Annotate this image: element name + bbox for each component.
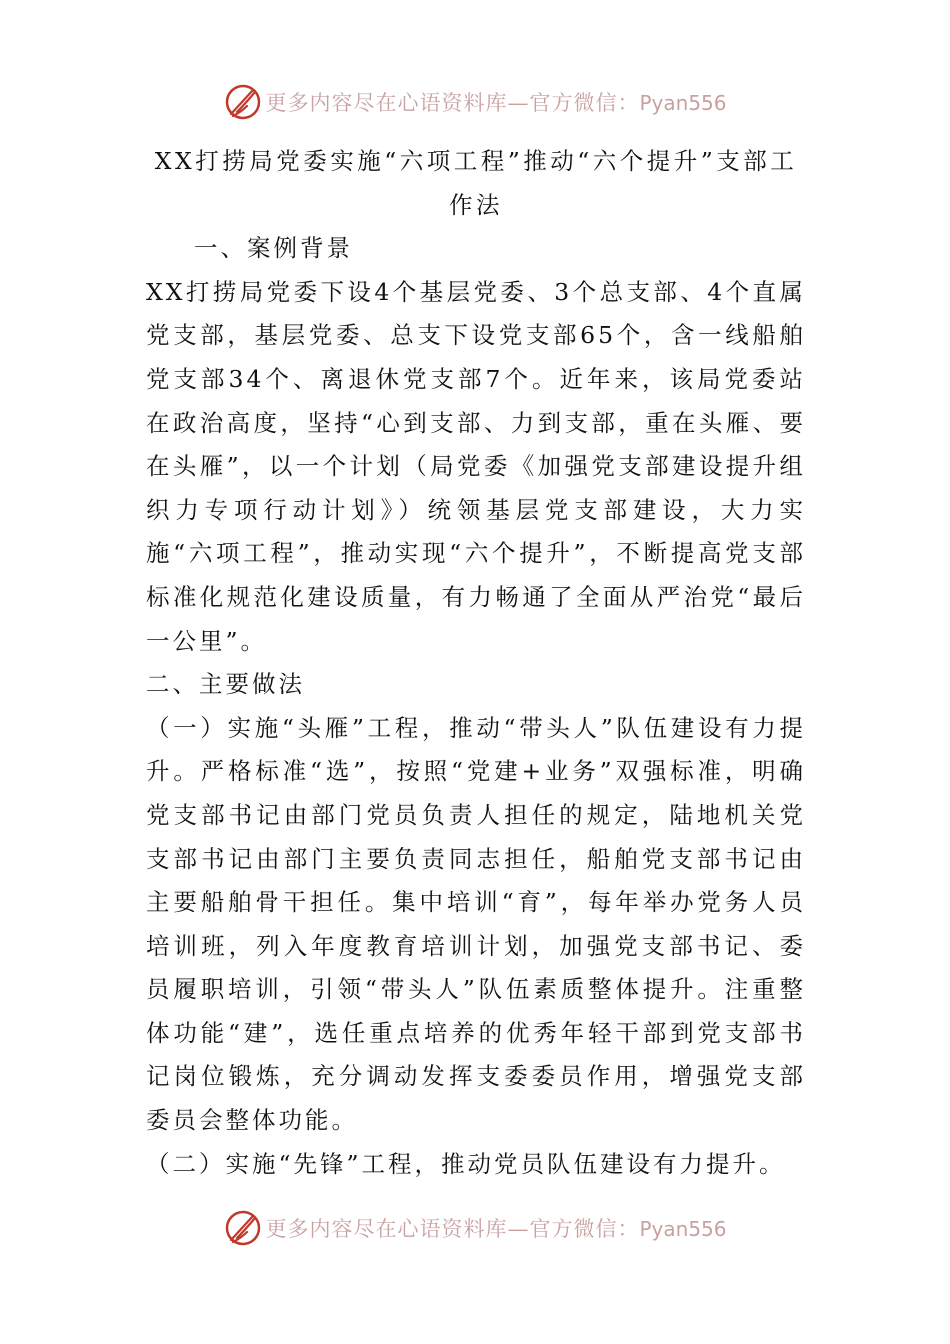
- watermark-text: 更多内容尽在心语资料库—官方微信：Pyan556: [265, 1217, 727, 1241]
- document-body: [146, 140, 806, 1186]
- paragraph-leader-project: （一）实施“头雁”工程，推动“带头人”队伍建设有力提升。严格标准“选”，按照“党建+业务”双强标准，明确党支部书记由部门党员负责人担任的规定，陆地机关党支部书记由部门主要负责同志担任，船舶党支部书记由主要船舶骨干担任。集中培训“育”，每年举办党务人员培训班，列入年度教育培训计划，加强党支部书记、委员履职培训，引领“带头人”队伍素质整体提升。注重整体功能“建”，选任重点培养的优秀年轻干部到党支部书记岗位锻炼，充分调动发挥支委委员作用，增强党支部委员会整体功能。: [146, 713, 806, 1135]
- watermark-text: 更多内容尽在心语资料库—官方微信：Pyan556: [265, 91, 727, 115]
- header-watermark-banner: [0, 80, 950, 124]
- document-title: XX打捞局党委实施“六项工程”推动“六个提升”支部工作法: [154, 147, 798, 219]
- section-heading-practices: 二、主要做法: [146, 670, 305, 699]
- paragraph-background: XX打捞局党委下设4个基层党委、3个总支部、4个直属党支部，基层党委、总支下设党支部65个，含一线船舶党支部34个、离退休党支部7个。近年来，该局党委站在政治高度，坚持“心到支部、力到支部，重在头雁、要在头雁”，以一个计划（局党委《加强党支部建设提升组织力专项行动计划》）统领基层党支部建设，大力实施“六项工程”，推动实现“六个提升”，不断提高党支部标准化规范化建设质量，有力畅通了全面从严治党“最后一公里”。: [146, 277, 806, 655]
- footer-watermark-banner: [0, 1206, 950, 1250]
- quill-logo-icon: [223, 1208, 263, 1248]
- paragraph-pioneer-project: （二）实施“先锋”工程，推动党员队伍建设有力提升。: [146, 1149, 786, 1178]
- quill-logo-icon: [223, 82, 263, 122]
- section-heading-background: 一、案例背景: [194, 234, 353, 263]
